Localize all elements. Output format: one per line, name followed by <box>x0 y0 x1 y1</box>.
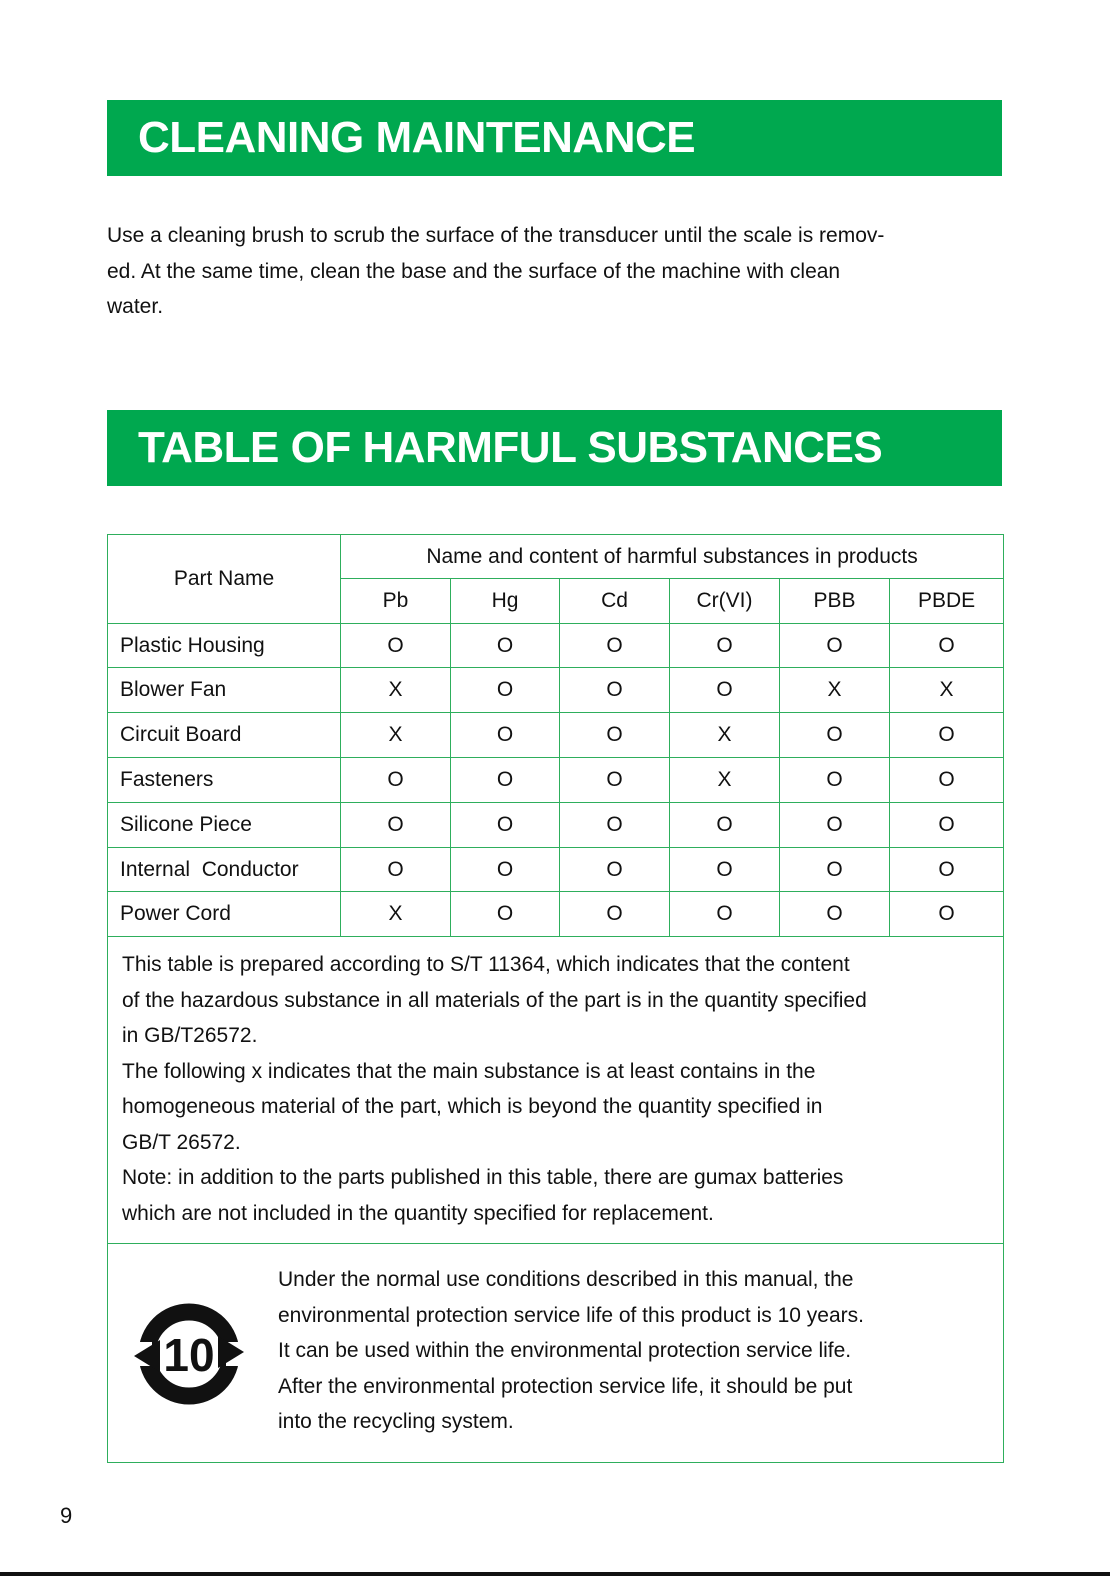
note-line: GB/T 26572. <box>122 1130 241 1154</box>
cleaning-line: water. <box>107 295 164 318</box>
substance-value-cell: X <box>341 713 451 758</box>
substance-value-cell: O <box>780 848 890 892</box>
note-line: This table is prepared according to S/T 11364, which indicates that the content <box>122 953 850 976</box>
substance-value-cell: X <box>341 892 451 937</box>
substance-value-cell: O <box>670 848 780 892</box>
table-notes <box>108 937 1004 1244</box>
substance-group-header: Name and content of harmful substances in products <box>341 535 1004 579</box>
substance-value-cell: O <box>451 713 560 758</box>
table-row <box>108 848 1004 892</box>
substance-value-cell: O <box>341 624 451 668</box>
part-name-cell: Circuit Board <box>108 713 341 758</box>
substance-value-cell: O <box>560 848 670 892</box>
harmful-substances-table <box>107 534 1004 1463</box>
part-name-cell: Plastic Housing <box>108 624 341 668</box>
substance-value-cell: O <box>560 713 670 758</box>
part-name-cell: Internal Conductor <box>108 848 341 892</box>
life-line: Under the normal use conditions described in this manual, the <box>278 1268 854 1291</box>
note-line: Note: in addition to the parts published in this table, there are gumax batteries <box>122 1166 844 1189</box>
substance-value-cell: O <box>670 803 780 848</box>
substance-header: Cr(VI) <box>670 579 780 624</box>
part-name-cell: Blower Fan <box>108 668 341 713</box>
substance-value-cell: O <box>670 624 780 668</box>
substance-value-cell: O <box>890 892 1004 937</box>
note-line: which are not included in the quantity specified for replacement. <box>122 1201 714 1225</box>
harmful-substances-title: TABLE OF HARMFUL SUBSTANCES <box>138 423 883 472</box>
life-line: After the environmental protection service life, it should be put <box>278 1374 853 1398</box>
bottom-divider <box>0 1572 1110 1576</box>
table-row <box>108 803 1004 848</box>
substance-value-cell: O <box>890 803 1004 848</box>
substance-value-cell: O <box>780 803 890 848</box>
life-mark-number: 10 <box>163 1329 215 1381</box>
note-line: homogeneous material of the part, which is beyond the quantity specified in <box>122 1095 823 1118</box>
table-row <box>108 668 1004 713</box>
table-row <box>108 713 1004 758</box>
substance-value-cell: O <box>560 892 670 937</box>
substance-value-cell: O <box>890 624 1004 668</box>
substance-value-cell: O <box>780 713 890 758</box>
substance-header: Hg <box>451 579 560 624</box>
substance-value-cell: X <box>780 668 890 713</box>
substance-value-cell: O <box>890 758 1004 803</box>
substance-value-cell: O <box>451 803 560 848</box>
substance-value-cell: O <box>560 624 670 668</box>
part-name-cell: Power Cord <box>108 892 341 937</box>
cleaning-line: Use a cleaning brush to scrub the surface of the transducer until the scale is remov- <box>107 224 885 247</box>
substance-value-cell: O <box>780 758 890 803</box>
note-line: The following x indicates that the main substance is at least contains in the <box>122 1059 816 1083</box>
substance-value-cell: O <box>560 803 670 848</box>
substance-value-cell: X <box>670 713 780 758</box>
environmental-protection-10-icon <box>130 1302 248 1406</box>
substance-value-cell: O <box>341 803 451 848</box>
part-name-header: Part Name <box>108 535 341 624</box>
substance-value-cell: O <box>560 668 670 713</box>
table-row <box>108 758 1004 803</box>
cleaning-maintenance-title: CLEANING MAINTENANCE <box>138 113 696 162</box>
cleaning-instructions <box>107 218 1002 325</box>
substance-value-cell: O <box>890 848 1004 892</box>
cleaning-line: ed. At the same time, clean the base and the surface of the machine with clean <box>107 259 841 283</box>
substance-value-cell: X <box>670 758 780 803</box>
page-number: 9 <box>60 1503 73 1528</box>
substance-header: Pb <box>341 579 451 624</box>
substance-header: PBDE <box>890 579 1004 624</box>
substance-value-cell: O <box>670 892 780 937</box>
part-name-cell: Fasteners <box>108 758 341 803</box>
substance-value-cell: O <box>451 848 560 892</box>
life-line: environmental protection service life of this product is 10 years. <box>278 1303 864 1327</box>
cleaning-maintenance-banner <box>107 100 1002 176</box>
substance-value-cell: O <box>780 892 890 937</box>
substance-value-cell: O <box>890 713 1004 758</box>
part-name-cell: Silicone Piece <box>108 803 341 848</box>
note-line: of the hazardous substance in all materials of the part is in the quantity specified <box>122 988 867 1012</box>
substance-value-cell: O <box>670 668 780 713</box>
life-line: into the recycling system. <box>278 1410 514 1433</box>
table-row <box>108 892 1004 937</box>
service-life-text <box>278 1262 978 1440</box>
service-life-cell <box>108 1244 1004 1463</box>
substance-value-cell: O <box>451 892 560 937</box>
substance-value-cell: O <box>560 758 670 803</box>
life-line: It can be used within the environmental protection service life. <box>278 1339 852 1362</box>
substance-value-cell: O <box>451 624 560 668</box>
note-line: in GB/T26572. <box>122 1024 258 1047</box>
substance-value-cell: O <box>341 848 451 892</box>
substance-header: Cd <box>560 579 670 624</box>
table-row <box>108 624 1004 668</box>
substance-value-cell: O <box>451 758 560 803</box>
substance-value-cell: X <box>341 668 451 713</box>
substance-value-cell: O <box>451 668 560 713</box>
substance-value-cell: O <box>341 758 451 803</box>
substance-value-cell: X <box>890 668 1004 713</box>
substance-value-cell: O <box>780 624 890 668</box>
harmful-substances-banner <box>107 410 1002 486</box>
substance-header: PBB <box>780 579 890 624</box>
